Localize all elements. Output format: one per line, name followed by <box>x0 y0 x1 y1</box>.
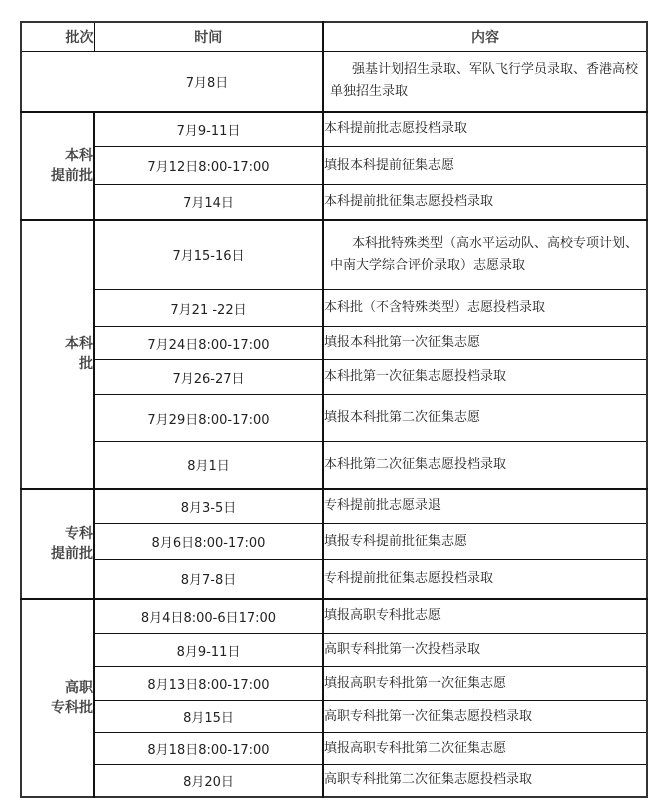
table-row <box>21 290 647 327</box>
content-cell: 专科提前批志愿录退 <box>323 489 647 524</box>
batch-cell-vocational <box>21 599 94 797</box>
table-row <box>21 185 647 220</box>
batch-label-line2: 专科批 <box>51 699 93 716</box>
batch-label-line1: 高职 <box>65 679 93 696</box>
time-cell: 7月9-11日 <box>94 112 323 147</box>
time-cell: 8月20日 <box>94 765 323 797</box>
content-cell: 专科提前批征集志愿投档录取 <box>323 560 647 599</box>
table-row <box>21 442 647 489</box>
time-cell: 7月12日8:00-17:00 <box>94 147 323 185</box>
content-cell: 填报本科提前征集志愿 <box>323 147 647 185</box>
batch-cell-undergrad <box>21 220 94 489</box>
batch-label-line1: 本科 <box>65 147 93 164</box>
table-row <box>21 147 647 185</box>
table-row <box>21 489 647 524</box>
table-row <box>21 360 647 395</box>
content-cell: 本科批（不含特殊类型）志愿投档录取 <box>323 290 647 327</box>
content-cell: 填报专科提前批征集志愿 <box>323 524 647 560</box>
batch-cell-undergrad-early <box>21 112 94 220</box>
time-cell: 8月18日8:00-17:00 <box>94 733 323 765</box>
time-cell: 8月6日8:00-17:00 <box>94 524 323 560</box>
content-cell: 强基计划招生录取、军队飞行学员录取、香港高校单独招生录取 <box>323 52 647 112</box>
table-row <box>21 733 647 765</box>
time-cell: 8月9-11日 <box>94 634 323 667</box>
table-row <box>21 634 647 667</box>
time-cell: 8月15日 <box>94 701 323 733</box>
content-cell: 本科批第二次征集志愿投档录取 <box>323 442 647 489</box>
table-row <box>21 667 647 701</box>
time-cell: 8月7-8日 <box>94 560 323 599</box>
content-cell: 高职专科批第一次征集志愿投档录取 <box>323 701 647 733</box>
batch-label-line1: 本科 <box>65 336 93 352</box>
batch-cell-junior-college-early <box>21 489 94 599</box>
time-cell: 8月3-5日 <box>94 489 323 524</box>
content-cell: 高职专科批第一次投档录取 <box>323 634 647 667</box>
time-cell: 7月24日8:00-17:00 <box>94 327 323 360</box>
content-cell: 本科提前批征集志愿投档录取 <box>323 185 647 220</box>
content-cell: 填报本科批第二次征集志愿 <box>323 395 647 442</box>
header-batch: 批次 <box>21 22 94 52</box>
table-row <box>21 599 647 634</box>
time-cell: 8月1日 <box>94 442 323 489</box>
table-row <box>21 112 647 147</box>
time-cell: 7月14日 <box>94 185 323 220</box>
time-cell: 7月21 -22日 <box>94 290 323 327</box>
header-time: 时间 <box>94 22 323 52</box>
content-cell: 本科批第一次征集志愿投档录取 <box>323 360 647 395</box>
time-cell: 8月4日8:00-6日17:00 <box>94 599 323 634</box>
content-cell: 本科批特殊类型（高水平运动队、高校专项计划、中南大学综合评价录取）志愿录取 <box>323 220 647 290</box>
table-row <box>21 524 647 560</box>
admission-schedule-table <box>20 21 648 798</box>
batch-label-line2: 批 <box>79 356 93 372</box>
table-row <box>21 395 647 442</box>
time-cell: 7月26-27日 <box>94 360 323 395</box>
header-row <box>21 22 647 52</box>
content-cell: 填报高职专科批第二次征集志愿 <box>323 733 647 765</box>
time-cell: 7月29日8:00-17:00 <box>94 395 323 442</box>
batch-label-line2: 提前批 <box>51 167 93 184</box>
table-row <box>21 560 647 599</box>
batch-label-line2: 提前批 <box>51 545 93 562</box>
table-row <box>21 327 647 360</box>
time-cell: 8月13日8:00-17:00 <box>94 667 323 701</box>
content-cell: 本科提前批志愿投档录取 <box>323 112 647 147</box>
table-row <box>21 52 647 112</box>
table-row <box>21 765 647 797</box>
content-cell: 高职专科批第二次征集志愿投档录取 <box>323 765 647 797</box>
content-cell: 填报高职专科批志愿 <box>323 599 647 634</box>
content-cell: 填报高职专科批第一次征集志愿 <box>323 667 647 701</box>
table-row <box>21 701 647 733</box>
time-cell: 7月15-16日 <box>94 220 323 290</box>
header-content: 内容 <box>323 22 647 52</box>
batch-label-line1: 专科 <box>65 525 93 542</box>
table-row <box>21 220 647 290</box>
content-cell: 填报本科批第一次征集志愿 <box>323 327 647 360</box>
time-cell: 7月8日 <box>21 52 323 112</box>
